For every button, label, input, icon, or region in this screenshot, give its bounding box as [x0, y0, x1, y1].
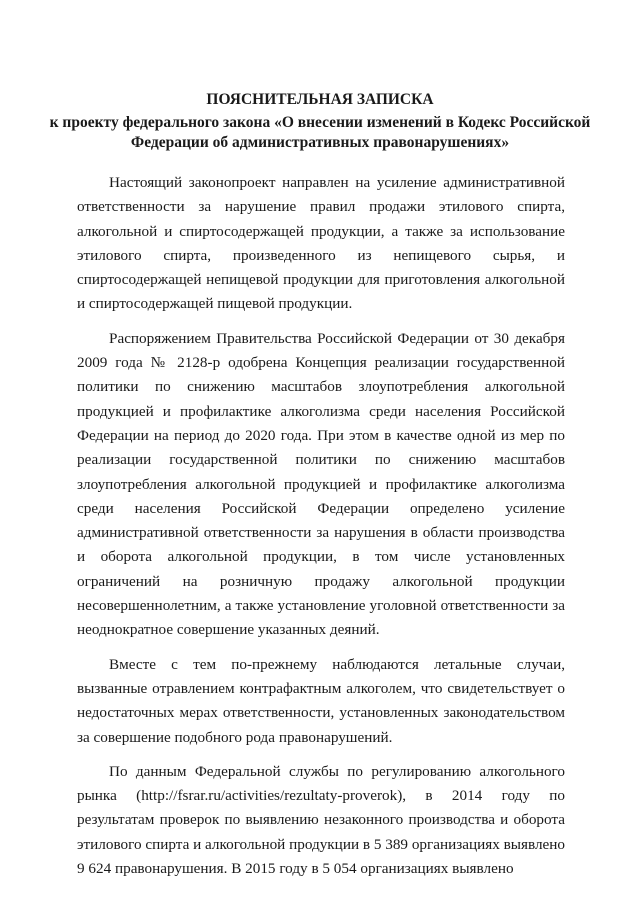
paragraph: Распоряжением Правительства Российской Федерации от 30 декабря 2009 года № 2128-р одобрена Концепция реализации государственной политики по снижению масштабов злоупотребления алкогольной продукцией и профилактике алкоголизма среди населения Российской Федерации на период до 2020 года. При этом в качестве одной из мер по реализации государственной политики по снижению масштабов злоупотребления алкогольной продукцией и профилактике алкоголизма среди населения Российской Федерации определено усиление административной ответственности за нарушения в области производства и оборота алкогольной продукции, в том числе установленных ограничений на розничную продажу алкогольной продукции несовершеннолетним, а также установление уголовной ответственности за неоднократное совершение указанных деяний.	[77, 329, 565, 639]
document-body	[77, 171, 565, 891]
document-title: ПОЯСНИТЕЛЬНАЯ ЗАПИСКА	[206, 91, 434, 108]
paragraph: По данным Федеральной службы по регулированию алкогольного рынка (http://fsrar.ru/activities/rezultaty-proverok), в 2014 году по результатам проверок по выявлению незаконного производства и оборота этилового спирта и алкогольной продукции в 5 389 организациях выявлено 9 624 правонарушения. В 2015 году в 5 054 организациях выявлено	[77, 762, 565, 878]
paragraph: Настоящий законопроект направлен на усиление административной ответственности за нарушение правил продажи этилового спирта, алкогольной и спиртосодержащей продукции, а также за использование этилового спирта, произведенного из непищевого сырья, и спиртосодержащей непищевой продукции для приготовления алкогольной и спиртосодержащей пищевой продукции.	[77, 174, 565, 313]
document-subtitle: к проекту федерального закона «О внесении изменений в Кодекс Российской Федерации об административных правонарушениях»	[49, 114, 591, 151]
paragraph: Вместе с тем по-прежнему наблюдаются летальные случаи, вызванные отравлением контрафактным алкоголем, что свидетельствует о недостаточных мерах ответственности, установленных законодательством за совершение подобного рода правонарушений.	[77, 655, 565, 746]
